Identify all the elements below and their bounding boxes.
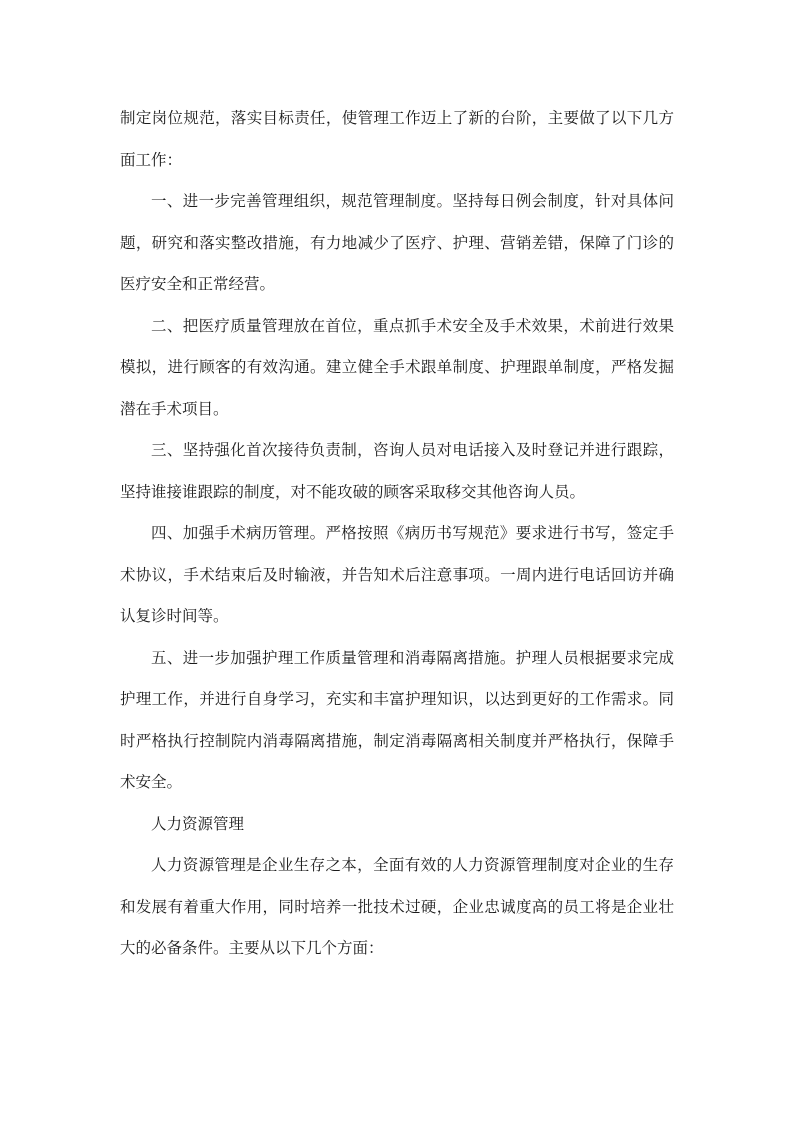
paragraph-intro: 制定岗位规范，落实目标责任，使管理工作迈上了新的台阶，主要做了以下几方面工作：: [120, 109, 674, 169]
paragraph-hr-intro: 人力资源管理是企业生存之本，全面有效的人力资源管理制度对企业的生存和发展有着重大作用，同时培养一批技术过硬，企业忠诚度高的员工将是企业壮大的必备条件。主要从以下几个方面：: [120, 856, 674, 957]
paragraph-item-1: 一、进一步完善管理组织，规范管理制度。坚持每日例会制度，针对具体问题，研究和落实整改措施，有力地减少了医疗、护理、营销差错，保障了门诊的医疗安全和正常经营。: [120, 192, 674, 293]
paragraph-item-5: 五、进一步加强护理工作质量管理和消毒隔离措施。护理人员根据要求完成护理工作，并进行自身学习，充实和丰富护理知识，以达到更好的工作需求。同时严格执行控制院内消毒隔离措施，制定消毒隔离相关制度并严格执行，保障手术安全。: [120, 648, 674, 791]
paragraph-item-2: 二、把医疗质量管理放在首位，重点抓手术安全及手术效果，术前进行效果模拟，进行顾客的有效沟通。建立健全手术跟单制度、护理跟单制度，严格发掘潜在手术项目。: [120, 316, 674, 418]
section-heading-hr: 人力资源管理: [151, 814, 245, 833]
paragraph-item-3: 三、坚持强化首次接待负责制，咨询人员对电话接入及时登记并进行跟踪，坚持谁接谁跟踪的制度，对不能攻破的顾客采取移交其他咨询人员。: [120, 441, 674, 501]
document-body: [120, 98, 674, 970]
paragraph-item-4: 四、加强手术病历管理。严格按照《病历书写规范》要求进行书写，签定手术协议，手术结束后及时输液，并告知术后注意事项。一周内进行电话回访并确认复诊时间等。: [120, 524, 674, 625]
